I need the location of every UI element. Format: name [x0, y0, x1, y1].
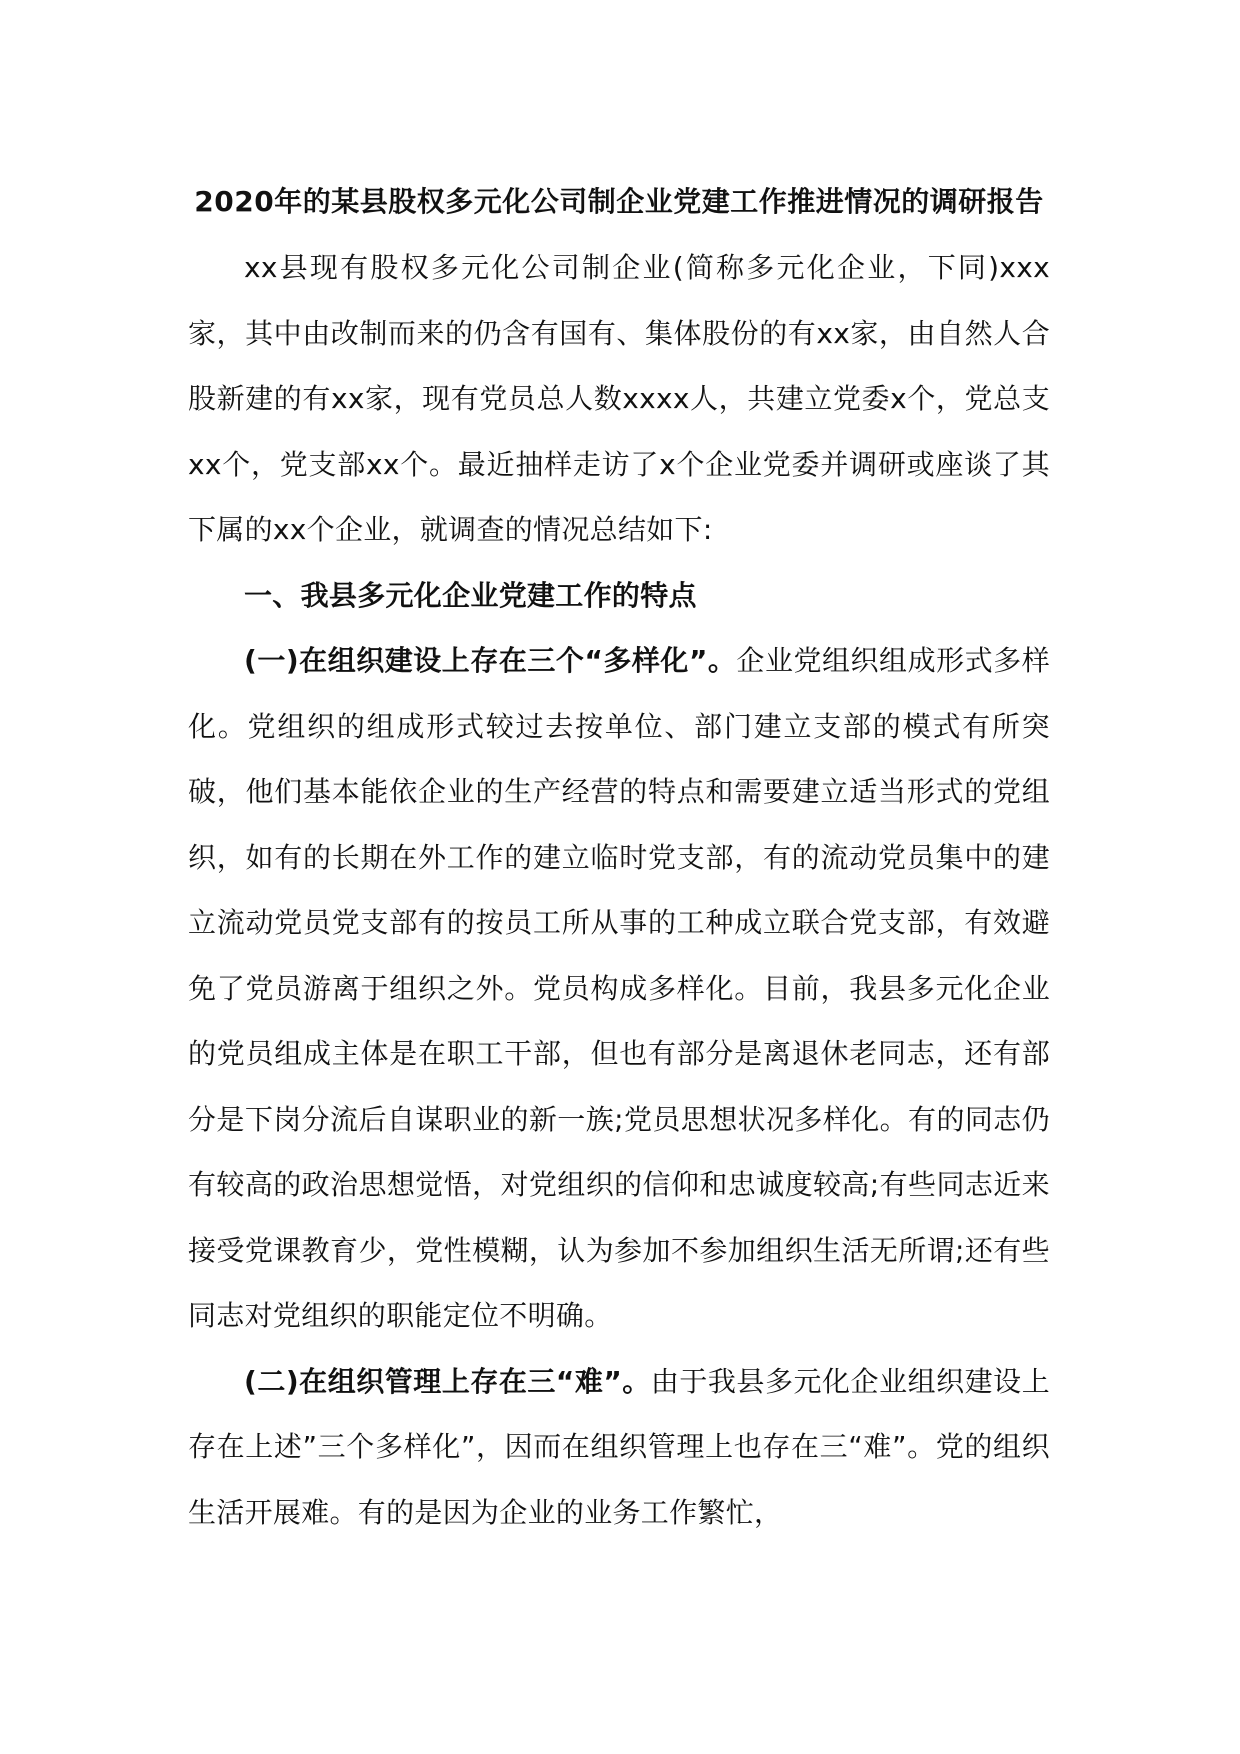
subsection-paragraph-2 [188, 1349, 1050, 1546]
document-page [188, 168, 1050, 1545]
subsection-body-2: 由于我县多元化企业组织建设上存在上述”三个多样化”，因而在组织管理上也存在三“难”。党的组织生活开展难。有的是因为企业的业务工作繁忙， [188, 1364, 1051, 1529]
subsection-body-1: 企业党组织组成形式多样化。党组织的组成形式较过去按单位、部门建立支部的模式有所突破，他们基本能依企业的生产经营的特点和需要建立适当形式的党组织，如有的长期在外工作的建立临时党支部，有的流动党员集中的建立流动党员党支部有的按员工所从事的工种成立联合党支部，有效避免了党员游离于组织之外。党员构成多样化。目前，我县多元化企业的党员组成主体是在职工干部，但也有部分是离退休老同志，还有部分是下岗分流后自谋职业的新一族;党员思想状况多样化。有的同志仍有较高的政治思想觉悟，对党组织的信仰和忠诚度较高;有些同志近来接受党课教育少，党性模糊，认为参加不参加组织生活无所谓;还有些同志对党组织的职能定位不明确。 [188, 644, 1050, 1332]
subsection-paragraph-1 [188, 628, 1050, 1349]
section-heading-1: 一、我县多元化企业党建工作的特点 [244, 578, 697, 612]
document-title: 2020年的某县股权多元化公司制企业党建工作推进情况的调研报告 [194, 185, 1044, 218]
subsection-lead-1: (一)在组织建设上存在三个“多样化”。 [244, 644, 737, 677]
intro-paragraph: xx县现有股权多元化公司制企业(简称多元化企业，下同)xxx家，其中由改制而来的仍含有国有、集体股份的有xx家，由自然人合股新建的有xx家，现有党员总人数xxxx人，共建立党委x个，党总支xx个，党支部xx个。最近抽样走访了x个企业党委并调研或座谈了其下属的xx个企业，就调查的情况总结如下: [188, 251, 1050, 546]
subsection-lead-2: (二)在组织管理上存在三“难”。 [244, 1364, 651, 1398]
